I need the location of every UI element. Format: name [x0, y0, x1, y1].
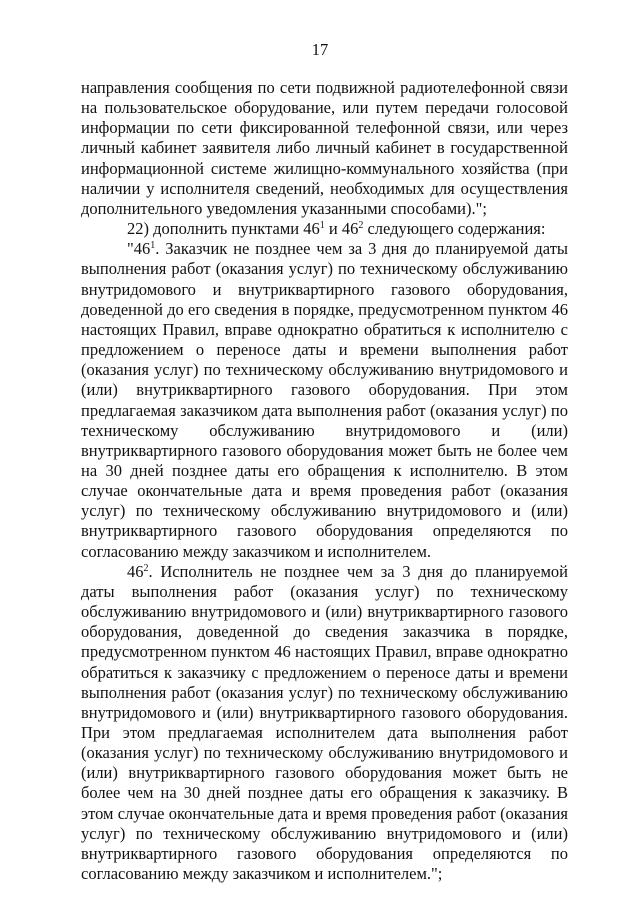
text-run: . Заказчик не позднее чем за 3 дня до планируемой даты выполнения работ (оказания услуг) по техническому обслуживанию внутридомового и внутриквартирного газового оборудования, доведенной до его сведения в порядке, предусмотренном пунктом 46 настоящих Правил, вправе однократно обратиться к исполнителю с предложением о переносе даты и времени выполнения работ (оказания услуг) по техническому обслуживанию внутридомового и (или) внутриквартирного газового оборудования. При этом предлагаемая заказчиком дата выполнения работ (оказания услуг) по техническому обслуживанию внутридомового и (или) внутриквартирного газового оборудования может быть не более чем на 30 дней позднее даты его обращения к исполнителю. В этом случае окончательные дата и время проведения работ (оказания услуг) по техническому обслуживанию внутридомового и (или) внутриквартирного газового оборудования определяются по согласованию между заказчиком и исполнителем.	[81, 239, 568, 561]
superscript: 1	[319, 220, 325, 232]
text-run: следующего содержания:	[363, 219, 546, 239]
superscript: 2	[143, 562, 149, 574]
text-run: направления сообщения по сети подвижной радиотелефонной связи на пользовательское оборудование, или путем передачи голосовой информации по сети фиксированной телефонной связи, или через личный кабинет заявителя либо личный кабинет в государственной информационной системе жилищно-коммунального хозяйства (при наличии у исполнителя сведений, необходимых для осуществления дополнительного уведомления указанными способами).";	[81, 78, 568, 218]
text-run: 46	[127, 561, 144, 581]
paragraph-p-46-1	[81, 239, 568, 562]
document-body	[81, 78, 568, 884]
paragraph-p-continuation	[81, 78, 568, 219]
text-run: 22) дополнить пунктами 46	[127, 219, 320, 239]
paragraph-p-22	[81, 219, 568, 239]
page-number: 17	[311, 40, 329, 59]
paragraph-p-46-2	[81, 562, 568, 885]
text-run: . Исполнитель не позднее чем за 3 дня до планируемой даты выполнения работ (оказания услуг) по техническому обслуживанию внутридомового и (или) внутриквартирного газового оборудования, доведенной до сведения заказчика в порядке, предусмотренном пунктом 46 настоящих Правил, вправе однократно обратиться к заказчику с предложением о переносе даты и времени выполнения работ (оказания услуг) по техническому обслуживанию внутридомового и (или) внутриквартирного газового оборудования. При этом предлагаемая исполнителем дата выполнения работ (оказания услуг) по техническому обслуживанию внутридомового и (или) внутриквартирного газового оборудования может быть не более чем на 30 дней позднее даты его обращения к заказчику. В этом случае окончательные дата и время проведения работ (оказания услуг) по техническому обслуживанию внутридомового и (или) внутриквартирного газового оборудования определяются по согласованию между заказчиком и исполнителем.";	[81, 561, 568, 884]
superscript: 2	[358, 220, 364, 232]
superscript: 1	[150, 240, 156, 252]
text-run: "46	[127, 239, 151, 259]
text-run: и 46	[324, 219, 359, 239]
